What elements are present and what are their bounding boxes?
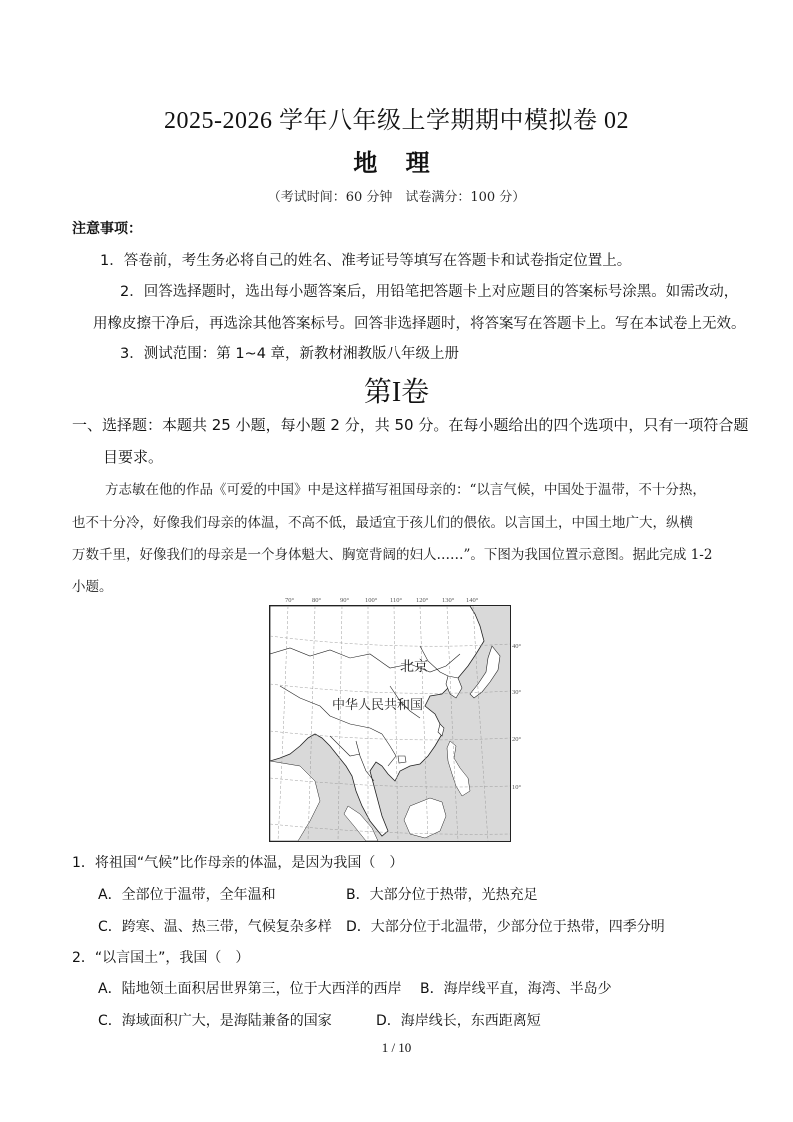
longitude-label: 90° <box>340 597 350 604</box>
longitude-label: 80° <box>312 597 322 604</box>
notice-item-2-continued: 用橡皮擦干净后，再选涂其他答案标号。回答非选择题时，将答案写在答题卡上。写在本试卷上无效。 <box>93 316 746 332</box>
longitude-label: 100° <box>365 597 378 604</box>
hainan-island <box>398 756 406 763</box>
notice-item-3: 3．测试范围：第 1~4 章，新教材湘教版八年级上册 <box>120 346 460 362</box>
latitude-label: 20° <box>512 736 522 743</box>
section-heading-continued: 目要求。 <box>103 448 164 466</box>
question-2-option-d: D．海岸线长，东西距离短 <box>376 1013 541 1029</box>
longitude-label: 130° <box>442 597 455 604</box>
section-heading: 一、选择题：本题共 25 小题，每小题 2 分，共 50 分。在每小题给出的四个选项中，只有一项符合题 <box>72 416 749 434</box>
question-1-option-b: B．大部分位于热带，光热充足 <box>346 887 538 903</box>
question-2-option-a: A．陆地领土面积居世界第三，位于大西洋的西岸 <box>98 981 402 997</box>
china-location-map <box>269 605 511 842</box>
question-1-option-d: D．大部分位于北温带，少部分位于热带，四季分明 <box>346 919 665 935</box>
exam-title: 2025-2026 学年八年级上学期期中模拟卷 02 <box>164 108 629 134</box>
passage-line: 也不十分冷，好像我们母亲的体温，不高不低，最适宜于孩儿们的偎依。以言国土，中国土地广大，纵横 <box>72 515 693 531</box>
exam-info: （考试时间：60 分钟 试卷满分：100 分） <box>267 190 526 205</box>
page-number: 1 / 10 <box>381 1040 412 1055</box>
question-1-stem: 1．将祖国“气候”比作母亲的体温，是因为我国（ ） <box>72 855 404 871</box>
question-2-stem: 2．“以言国土”，我国（ ） <box>72 950 250 966</box>
question-2-option-c: C．海域面积广大，是海陆兼备的国家 <box>98 1013 332 1029</box>
passage-line: 万数千里，好像我们的母亲是一个身体魁大、胸宽背阔的妇人……”。下图为我国位置示意图。据此完成 1-2 <box>72 547 713 563</box>
latitude-label: 40° <box>512 643 522 650</box>
question-2-option-b: B．海岸线平直，海湾、半岛少 <box>420 981 612 997</box>
longitude-label: 140° <box>466 597 479 604</box>
question-1-option-a: A．全部位于温带，全年温和 <box>98 887 276 903</box>
latitude-label: 10° <box>512 784 522 791</box>
map-label-country: 中华人民共和国 <box>332 698 424 713</box>
latitude-label: 30° <box>512 689 522 696</box>
map-graphic <box>270 606 510 841</box>
notice-item-2: 2．回答选择题时，选出每小题答案后，用铅笔把答题卡上对应题目的答案标号涂黑。如需改动， <box>120 284 739 300</box>
map-label-beijing: 北京 <box>400 659 428 675</box>
notice-heading: 注意事项： <box>72 221 142 237</box>
longitude-label: 120° <box>416 597 429 604</box>
passage-line: 方志敏在他的作品《可爱的中国》中是这样描写祖国母亲的：“以言气候，中国处于温带，不十分热， <box>105 482 706 498</box>
passage-line: 小题。 <box>72 579 113 595</box>
volume-title: 第I卷 <box>363 377 430 408</box>
longitude-label: 110° <box>390 597 403 604</box>
subject-title: 地 理 <box>353 149 440 177</box>
longitude-label: 70° <box>285 597 295 604</box>
question-1-option-c: C．跨寒、温、热三带，气候复杂多样 <box>98 919 332 935</box>
notice-item-1: 1．答卷前，考生务必将自己的姓名、准考证号等填写在答题卡和试卷指定位置上。 <box>100 253 632 269</box>
